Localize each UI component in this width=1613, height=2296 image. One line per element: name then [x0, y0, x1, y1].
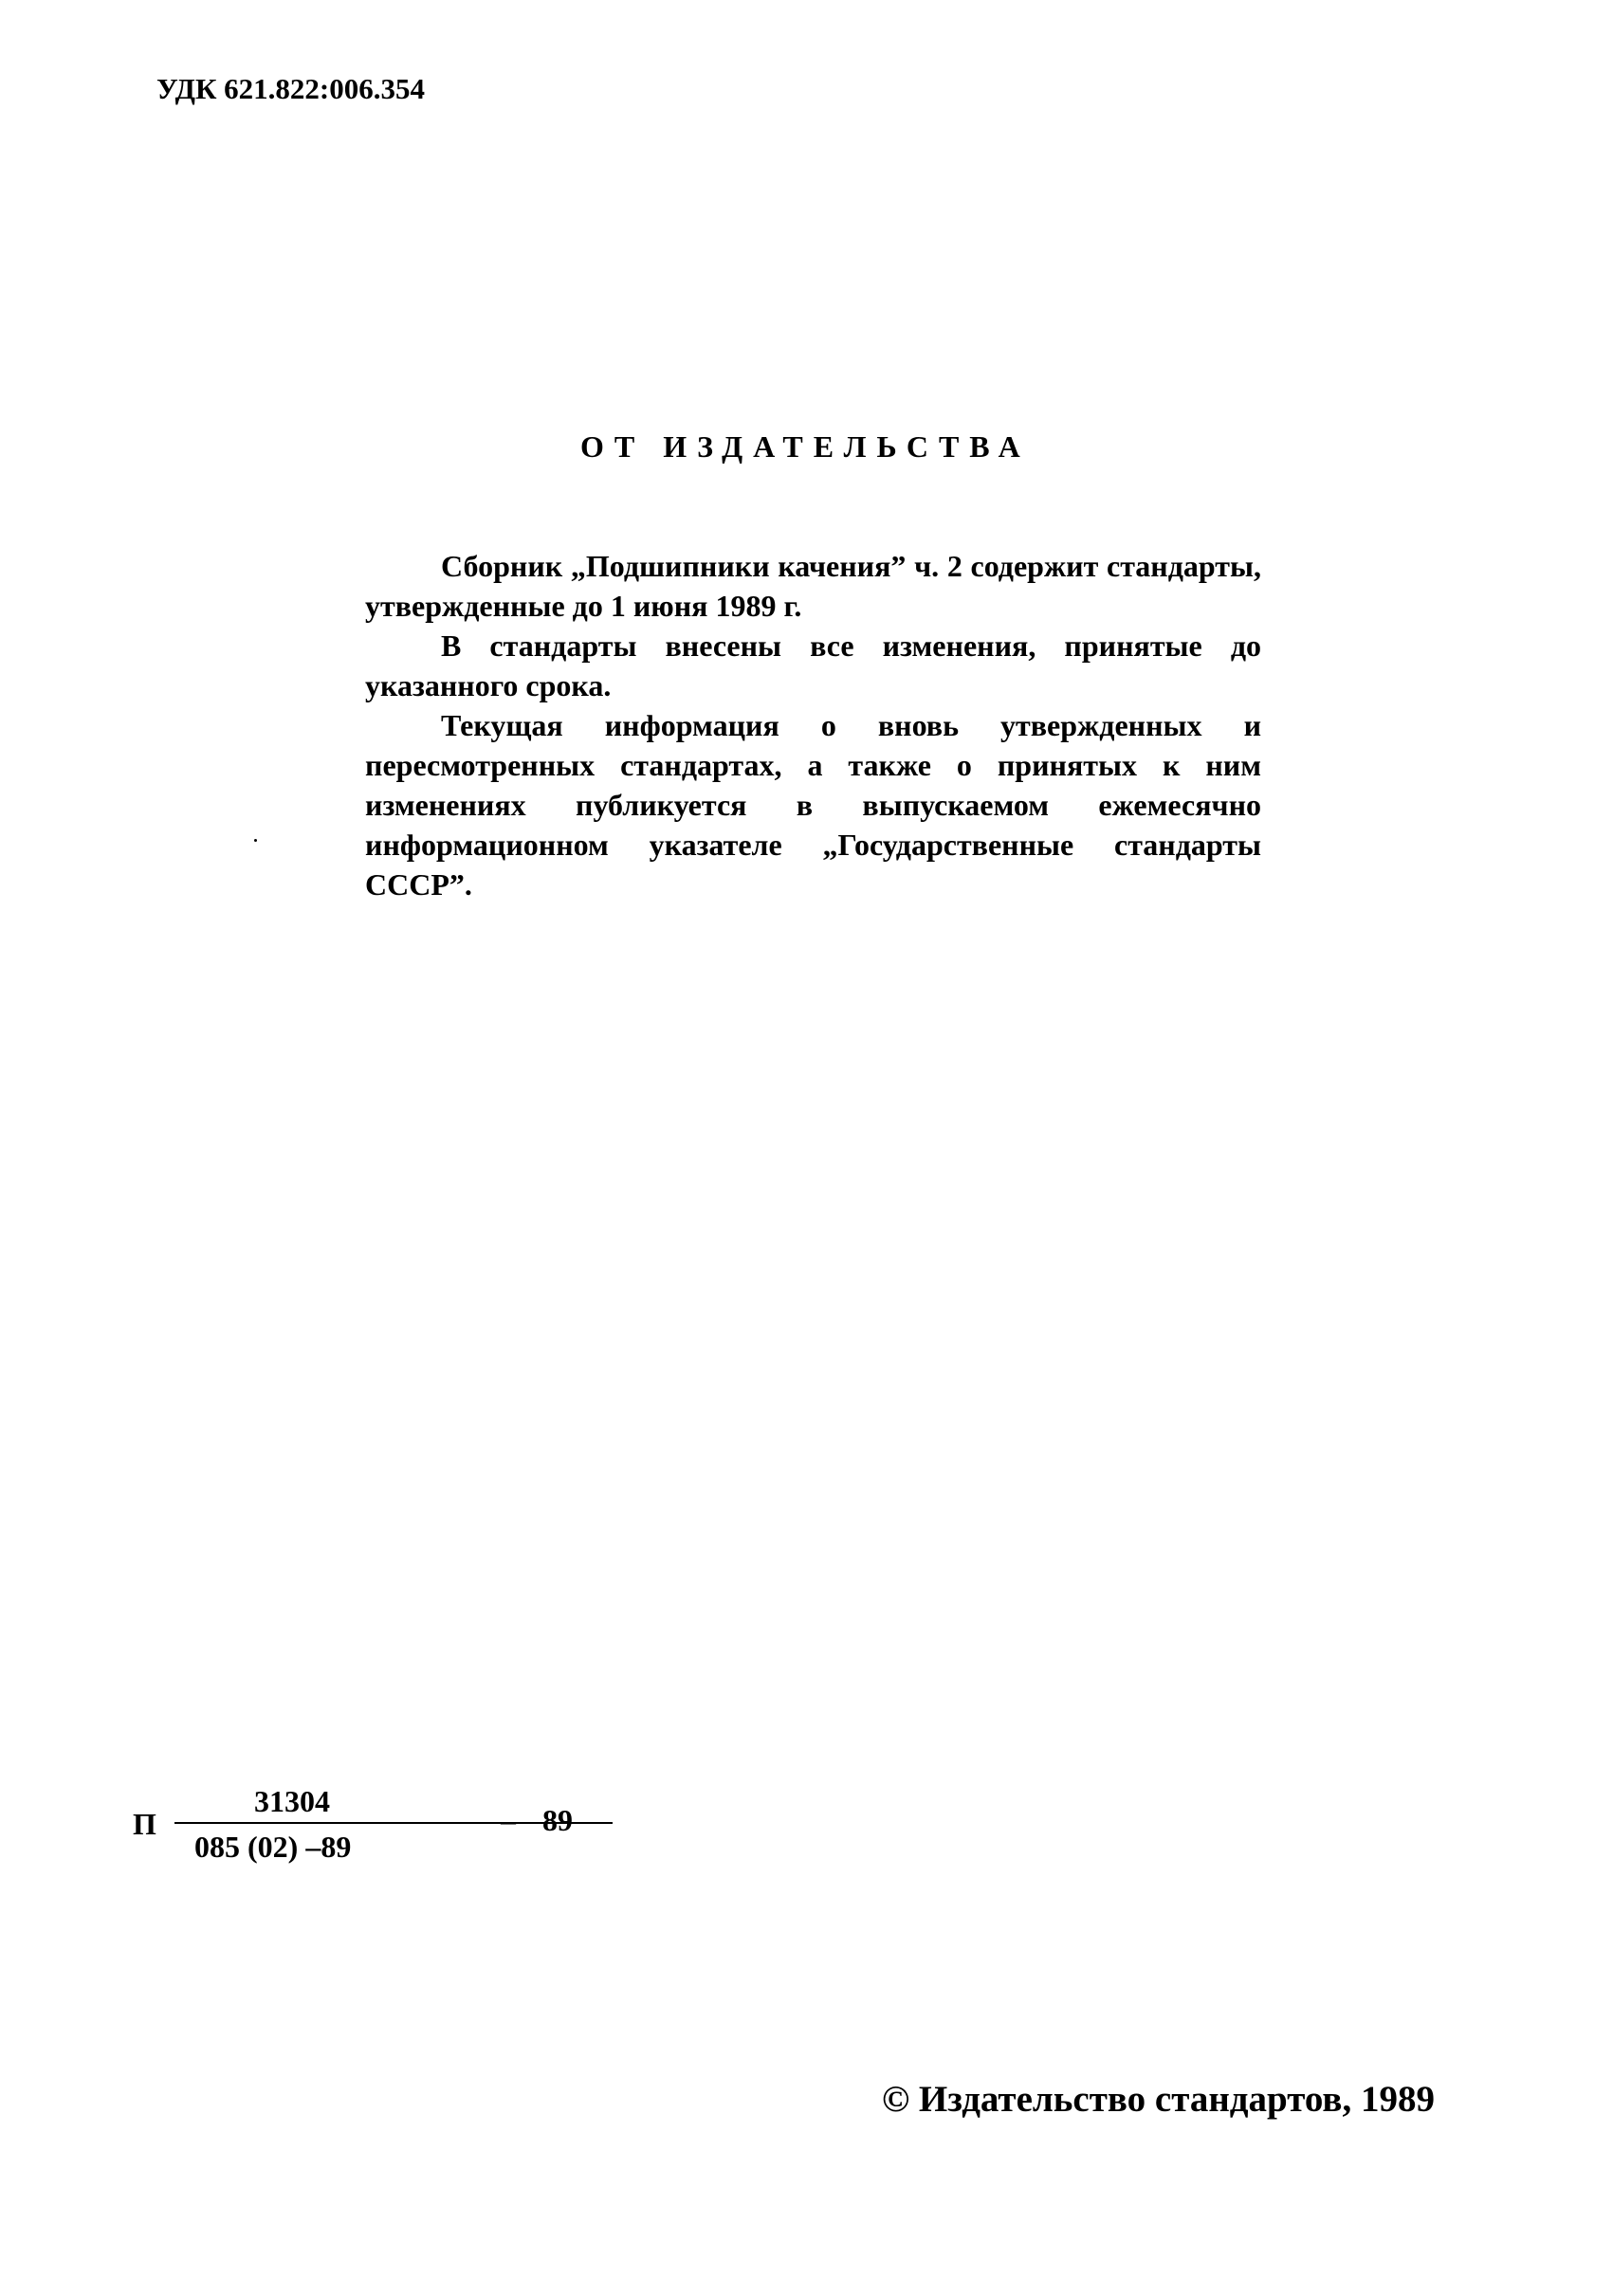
- code-dash: –: [501, 1803, 516, 1837]
- paragraph: Сборник „Подшипники качения” ч. 2 содержит стандарты, утвержденные до 1 июня 1989 г.: [365, 549, 1261, 623]
- code-numerator: 31304: [254, 1784, 330, 1818]
- code-prefix: П: [133, 1807, 156, 1841]
- section-heading: ОТ ИЗДАТЕЛЬСТВА: [580, 429, 1031, 464]
- publication-code: [133, 1784, 607, 1885]
- copyright-notice: © Издательство стандартов, 1989: [882, 2079, 1435, 2120]
- paragraph: Текущая информация о вновь утвержденных и пересмотренных стандартах, а также о принятых к ним изменениях публикуется в выпускаемом ежемесячно информационном указателе „Государственные стандарты СССР”.: [365, 708, 1261, 902]
- stray-dot: [254, 839, 257, 842]
- code-denominator: 085 (02) –89: [194, 1830, 352, 1864]
- paragraph: В стандарты внесены все изменения, принятые до указанного срока.: [365, 629, 1261, 702]
- udk-code: УДК 621.822:006.354: [156, 72, 425, 105]
- publisher-note: [365, 546, 1261, 904]
- code-year: 89: [542, 1803, 573, 1837]
